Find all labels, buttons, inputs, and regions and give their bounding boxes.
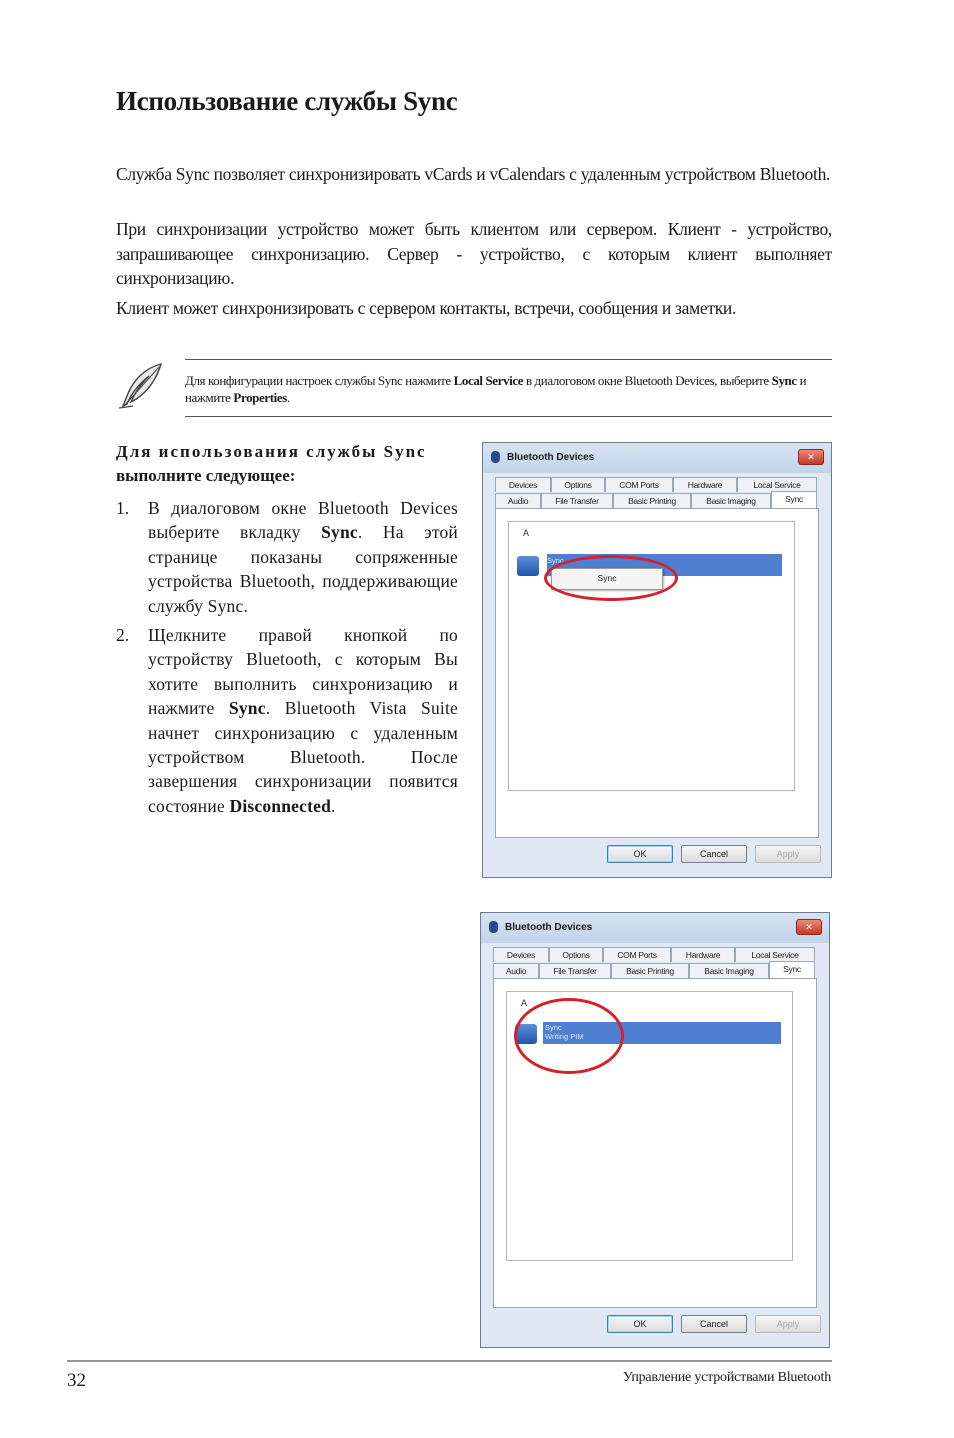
close-button[interactable]: ✕ [796,919,822,935]
apply-button[interactable]: Apply [755,1315,821,1333]
apply-button[interactable]: Apply [755,845,821,863]
bluetooth-icon [491,451,500,463]
tab-hardware[interactable]: Hardware [671,947,735,962]
step-1: 1. В диалоговом окне Bluetooth Devices выберите вкладку Sync. На этой странице показаны сопряженные устройства Bluetooth, поддерживающие службу Sync. [116,498,458,616]
tab-options[interactable]: Options [549,947,603,962]
bluetooth-icon [489,921,498,933]
tab-local-service[interactable]: Local Service [735,947,815,962]
dialog-titlebar [481,913,829,943]
note-text: Для конфигурации настроек службы Sync нажмите Local Service в диалоговом окне Bluetooth Devices, выберите Sync и нажмите Properties. [185,373,807,405]
tab-com-ports[interactable]: COM Ports [603,947,671,962]
highlight-circle [544,555,678,601]
context-menu-item-sync[interactable]: Sync [597,573,617,583]
device-label-line1: Sync [545,1023,562,1032]
page-title: Использование службы Sync [116,86,458,116]
note-bottom-rule [185,416,832,417]
dialog-titlebar [483,443,831,473]
tab-basic-imaging[interactable]: Basic Imaging [689,963,769,978]
tab-local-service[interactable]: Local Service [737,477,817,492]
note-top-rule [185,359,832,360]
tab-devices[interactable]: Devices [493,947,549,962]
ok-button[interactable]: OK [607,845,673,863]
tab-com-ports[interactable]: COM Ports [605,477,673,492]
device-label: Sync [547,556,564,565]
footer-section-title: Управление устройствами Bluetooth [622,1370,831,1385]
feather-pen-icon [115,360,167,412]
bluetooth-devices-dialog-1 [482,442,832,878]
tab-audio[interactable]: Audio [495,493,541,508]
ok-button[interactable]: OK [607,1315,673,1333]
tab-hardware[interactable]: Hardware [673,477,737,492]
steps-heading: Для использования службы Sync выполните следующее: [116,442,427,485]
tab-basic-printing[interactable]: Basic Printing [611,963,689,978]
tab-file-transfer[interactable]: File Transfer [541,493,613,508]
device-status: Writing PIM [545,1032,584,1041]
tab-sync[interactable]: Sync [769,961,815,978]
dialog-title: Bluetooth Devices [505,922,593,933]
intro-paragraph-3: Клиент может синхронизировать с сервером контакты, встречи, сообщения и заметки. [116,298,737,318]
cancel-button[interactable]: Cancel [681,1315,747,1333]
footer-rule [67,1360,832,1362]
tab-options[interactable]: Options [551,477,605,492]
tab-basic-imaging[interactable]: Basic Imaging [691,493,771,508]
intro-paragraph-1: Служба Sync позволяет синхронизировать vCards и vCalendars с удаленным устройством Bluetooth. [116,164,831,184]
tab-basic-printing[interactable]: Basic Printing [613,493,691,508]
intro-paragraph-2: При синхронизации устройство может быть клиентом или сервером. Клиент - устройство, запрашивающее синхронизацию. Сервер - устройство, с которым клиент выполняет синхронизацию. [116,219,832,288]
tab-audio[interactable]: Audio [493,963,539,978]
page-number: 32 [67,1370,86,1391]
bluetooth-device-icon [517,556,539,576]
dialog-title: Bluetooth Devices [507,452,595,463]
group-letter: A [523,528,530,538]
tab-sync[interactable]: Sync [771,491,817,508]
cancel-button[interactable]: Cancel [681,845,747,863]
step-2: 2. Щелкните правой кнопкой по устройству Bluetooth, с которым Вы хотите выполнить синхронизацию и нажмите Sync. Bluetooth Vista Suite начнет синхронизацию с удаленным устройством Bluetooth. После завершения синхронизации появится состояние Disconnected. [116,625,458,816]
tab-devices[interactable]: Devices [495,477,551,492]
group-letter: A [521,998,528,1008]
highlight-circle [514,998,624,1074]
tab-file-transfer[interactable]: File Transfer [539,963,611,978]
bluetooth-devices-dialog-2 [480,912,830,1348]
close-button[interactable]: ✕ [798,449,824,465]
sync-tab-panel [495,508,819,838]
